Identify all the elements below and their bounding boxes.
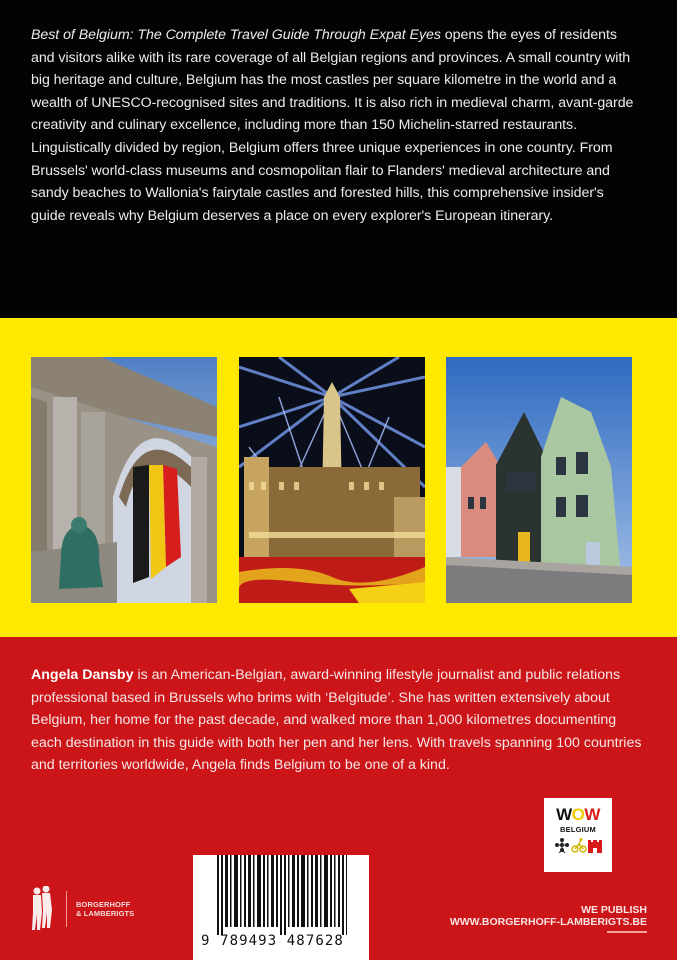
isbn-barcode — [193, 855, 369, 960]
castle-icon — [588, 837, 602, 853]
isbn-number: 9 789493 487628 — [201, 933, 344, 949]
photo-gabled-houses — [446, 357, 632, 603]
wow-subtitle: BELGIUM — [560, 825, 596, 834]
barcode-bars — [217, 855, 347, 935]
author-name: Angela Dansby — [31, 667, 134, 683]
publisher-name: BORGERHOFF & LAMBERIGTS — [76, 900, 135, 918]
blurb-text: opens the eyes of residents and visitors alike with its rare coverage of all Belgian regions and provinces. A small country with big heritage and culture, Belgium has the most castles per square kilometre in the world and a wealth of UNESCO-recognised sites and traditions. It is also rich in medieval charm, avant-garde creativity and culinary excellence, including more than 150 Michelin-starred restaurants. Linguistically divided by region, Belgium offers three unique experiences in one country. From Brussels' world-class museums and cosmopolitan flair to Flanders' medieval architecture and sandy beaches to Wallonia's fairytale castles and forested hills, this comprehensive insider's guide reveals why Belgium deserves a place on every explorer's European itinerary. — [31, 27, 634, 224]
atomium-icon — [554, 837, 570, 853]
book-title: Best of Belgium: The Complete Travel Guide Through Expat Eyes — [31, 27, 441, 43]
wow-icons — [554, 837, 602, 853]
author-bio — [31, 664, 647, 777]
walking-figures-icon — [28, 886, 56, 932]
book-blurb — [31, 24, 641, 227]
photo-arch-flag — [31, 357, 217, 603]
publisher-logo — [28, 886, 134, 932]
grand-place-image — [239, 357, 425, 603]
publisher-website-block — [450, 905, 647, 928]
url-underline — [607, 931, 647, 933]
wow-belgium-badge — [544, 798, 612, 872]
bio-text: is an American-Belgian, award-winning lifestyle journalist and public relations professional based in Brussels who brims with ‘Belgitude’. She has written extensively about Belgium, her home for the past decade, and walked more than 1,000 kilometres documenting each destination in this guide with both her pen and her lens. With travels spanning 100 countries and territories worldwide, Angela finds Belgium to be one of a kind. — [31, 667, 642, 774]
gabled-houses-image — [446, 357, 632, 603]
photo-grand-place-night — [239, 357, 425, 603]
publisher-tagline: WE PUBLISH — [581, 904, 647, 916]
cyclist-icon — [571, 837, 587, 853]
wow-logo-text: WOW — [556, 805, 600, 824]
publisher-divider — [66, 891, 67, 927]
arch-flag-image — [31, 357, 217, 603]
publisher-url[interactable]: WWW.BORGERHOFF-LAMBERIGTS.BE — [449, 915, 647, 928]
